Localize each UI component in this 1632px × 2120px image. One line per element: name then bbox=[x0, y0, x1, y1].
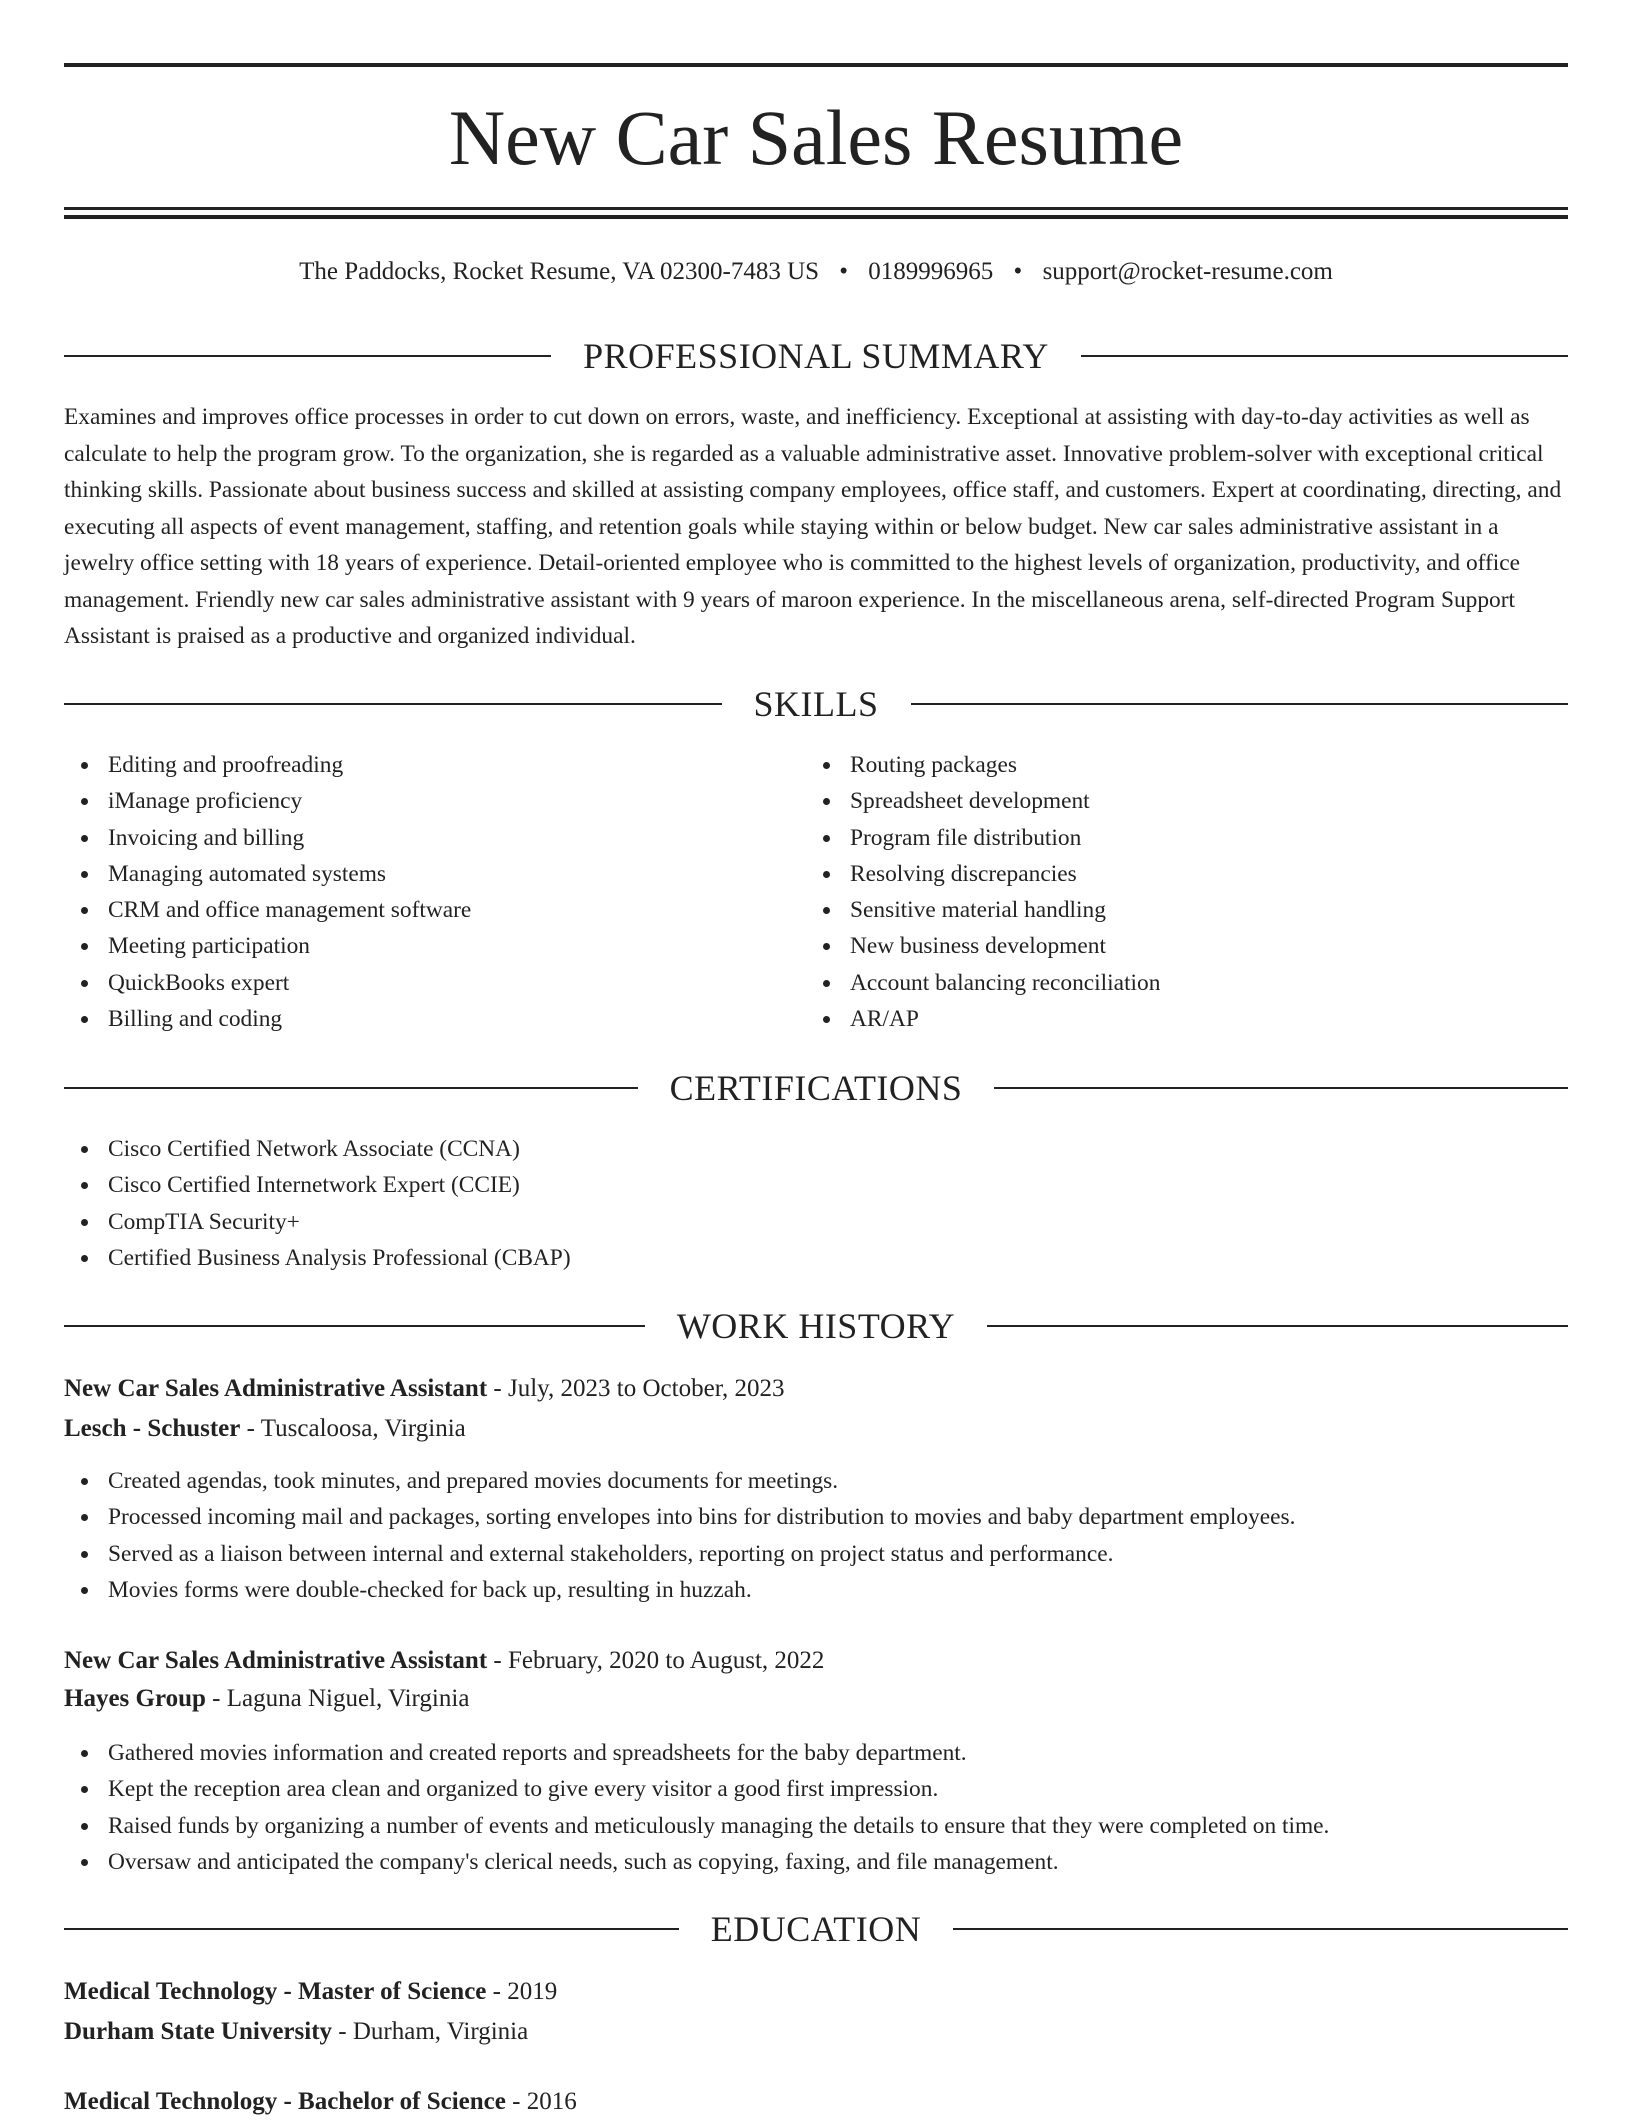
education-year: 2019 bbox=[507, 1978, 558, 2005]
summary-text: Examines and improves office processes in order to cut down on errors, waste, and inefficiency. Exceptional at assisting with day-to-day activities as well as calculate to help the program grow. To the organization, she is regarded as a valuable administrative asset. Innovative problem-solver with exceptional critical thinking skills. Passionate about business success and skilled at assisting company employees, office staff, and customers. Expert at coordinating, directing, and executing all aspects of event management, staffing, and retention goals while staying within or below budget. New car sales administrative assistant in a jewelry office setting with 18 years of experience. Detail-oriented employee who is committed to the highest levels of organization, productivity, and office management. Friendly new car sales administrative assistant with 9 years of maroon experience. In the miscellaneous arena, self-directed Program Support Assistant is praised as a productive and organized individual. bbox=[64, 404, 1562, 649]
certification-item: CompTIA Security+ bbox=[64, 1204, 1568, 1240]
section-header-summary bbox=[64, 336, 1568, 376]
job-duty-item: Created agendas, took minutes, and prepared movies documents for meetings. bbox=[64, 1463, 1568, 1499]
section-title-skills: SKILLS bbox=[753, 684, 879, 724]
job-duty-item: Movies forms were double-checked for back up, resulting in huzzah. bbox=[64, 1572, 1568, 1608]
dash: - bbox=[486, 1978, 508, 2005]
contact-line bbox=[64, 254, 1568, 290]
section-title-work-history: WORK HISTORY bbox=[676, 1306, 956, 1346]
section-rule bbox=[994, 1087, 1568, 1089]
skill-item: New business development bbox=[806, 928, 1546, 964]
job-title: New Car Sales Administrative Assistant bbox=[64, 1375, 488, 1402]
education-school: Durham State University bbox=[64, 2018, 333, 2045]
section-title-summary: PROFESSIONAL SUMMARY bbox=[583, 336, 1049, 376]
certification-item: Cisco Certified Internetwork Expert (CCIE) bbox=[64, 1167, 1568, 1203]
section-header-certifications bbox=[64, 1068, 1568, 1108]
contact-separator: • bbox=[1013, 258, 1023, 285]
skill-item: Billing and coding bbox=[64, 1001, 804, 1037]
dash: - bbox=[205, 1685, 227, 1712]
certification-item: Certified Business Analysis Professional (CBAP) bbox=[64, 1240, 1568, 1276]
education-location: Durham, Virginia bbox=[352, 2018, 529, 2045]
skill-item: Spreadsheet development bbox=[806, 783, 1546, 819]
section-title-certifications: CERTIFICATIONS bbox=[669, 1068, 963, 1108]
section-header-skills bbox=[64, 684, 1568, 724]
dash: - bbox=[505, 2088, 527, 2115]
skill-item: Program file distribution bbox=[806, 820, 1546, 856]
job-location: Laguna Niguel, Virginia bbox=[226, 1685, 470, 1712]
section-header-work-history bbox=[64, 1306, 1568, 1346]
education-degree-line bbox=[64, 1974, 1568, 2010]
dash: - bbox=[240, 1415, 261, 1442]
top-rule bbox=[64, 63, 1568, 67]
skill-item: Routing packages bbox=[806, 747, 1546, 783]
job-title-line bbox=[64, 1371, 1568, 1407]
job-duty-item: Raised funds by organizing a number of events and meticulously managing the details to ensure that they were completed on time. bbox=[64, 1808, 1568, 1844]
dash: - bbox=[487, 1647, 508, 1674]
certifications-list bbox=[64, 1131, 1568, 1276]
job-dates: July, 2023 to October, 2023 bbox=[508, 1375, 785, 1402]
job-dates: February, 2020 to August, 2022 bbox=[508, 1647, 825, 1674]
skill-item: Editing and proofreading bbox=[64, 747, 804, 783]
title-rule-upper bbox=[64, 207, 1568, 210]
job-location: Tuscaloosa, Virginia bbox=[260, 1415, 466, 1442]
education-degree: Medical Technology - Bachelor of Science bbox=[64, 2088, 506, 2115]
job-duty-item: Processed incoming mail and packages, sorting envelopes into bins for distribution to movies and baby department employees. bbox=[64, 1499, 1568, 1535]
dash: - bbox=[332, 2018, 353, 2045]
skill-item: Invoicing and billing bbox=[64, 820, 804, 856]
job-title: New Car Sales Administrative Assistant bbox=[64, 1647, 488, 1674]
section-rule bbox=[64, 703, 722, 705]
education-degree: Medical Technology - Master of Science bbox=[64, 1978, 487, 2005]
skill-item: Sensitive material handling bbox=[806, 892, 1546, 928]
skill-item: Managing automated systems bbox=[64, 856, 804, 892]
education-school-line bbox=[64, 2014, 1568, 2050]
skill-item: Resolving discrepancies bbox=[806, 856, 1546, 892]
section-header-education bbox=[64, 1909, 1568, 1949]
title-rule-lower bbox=[64, 215, 1568, 219]
skill-item: Account balancing reconciliation bbox=[806, 965, 1546, 1001]
contact-phone: 0189996965 bbox=[868, 258, 994, 285]
skill-item: iManage proficiency bbox=[64, 783, 804, 819]
section-rule bbox=[953, 1928, 1568, 1930]
section-rule bbox=[64, 355, 551, 357]
job-company: Lesch - Schuster bbox=[64, 1415, 241, 1442]
section-rule bbox=[1081, 355, 1568, 357]
section-rule bbox=[911, 703, 1569, 705]
job-duty-item: Gathered movies information and created reports and spreadsheets for the baby department. bbox=[64, 1735, 1568, 1771]
job-duties-list bbox=[64, 1463, 1568, 1608]
section-rule bbox=[64, 1928, 679, 1930]
job-company: Hayes Group bbox=[64, 1685, 206, 1712]
section-title-education: EDUCATION bbox=[710, 1909, 922, 1949]
section-rule bbox=[64, 1325, 645, 1327]
skill-item: Meeting participation bbox=[64, 928, 804, 964]
job-duty-item: Oversaw and anticipated the company's clerical needs, such as copying, faxing, and file management. bbox=[64, 1844, 1568, 1880]
job-company-line bbox=[64, 1681, 1568, 1717]
skill-item: QuickBooks expert bbox=[64, 965, 804, 1001]
job-duty-item: Served as a liaison between internal and external stakeholders, reporting on project status and performance. bbox=[64, 1536, 1568, 1572]
section-rule bbox=[64, 1087, 638, 1089]
skill-item: CRM and office management software bbox=[64, 892, 804, 928]
skills-list-right bbox=[806, 747, 1546, 1037]
resume-title: New Car Sales Resume bbox=[448, 94, 1184, 181]
contact-address: The Paddocks, Rocket Resume, VA 02300-7483 US bbox=[299, 258, 820, 285]
dash: - bbox=[487, 1375, 508, 1402]
job-duty-item: Kept the reception area clean and organized to give every visitor a good first impression. bbox=[64, 1771, 1568, 1807]
certification-item: Cisco Certified Network Associate (CCNA) bbox=[64, 1131, 1568, 1167]
skill-item: AR/AP bbox=[806, 1001, 1546, 1037]
job-title-line bbox=[64, 1643, 1568, 1679]
job-company-line bbox=[64, 1411, 1568, 1447]
job-duties-list bbox=[64, 1735, 1568, 1880]
skills-list-left bbox=[64, 747, 804, 1037]
contact-email: support@rocket-resume.com bbox=[1042, 258, 1333, 285]
contact-separator: • bbox=[839, 258, 849, 285]
education-year: 2016 bbox=[526, 2088, 577, 2115]
education-degree-line bbox=[64, 2084, 1568, 2120]
section-rule bbox=[987, 1325, 1568, 1327]
